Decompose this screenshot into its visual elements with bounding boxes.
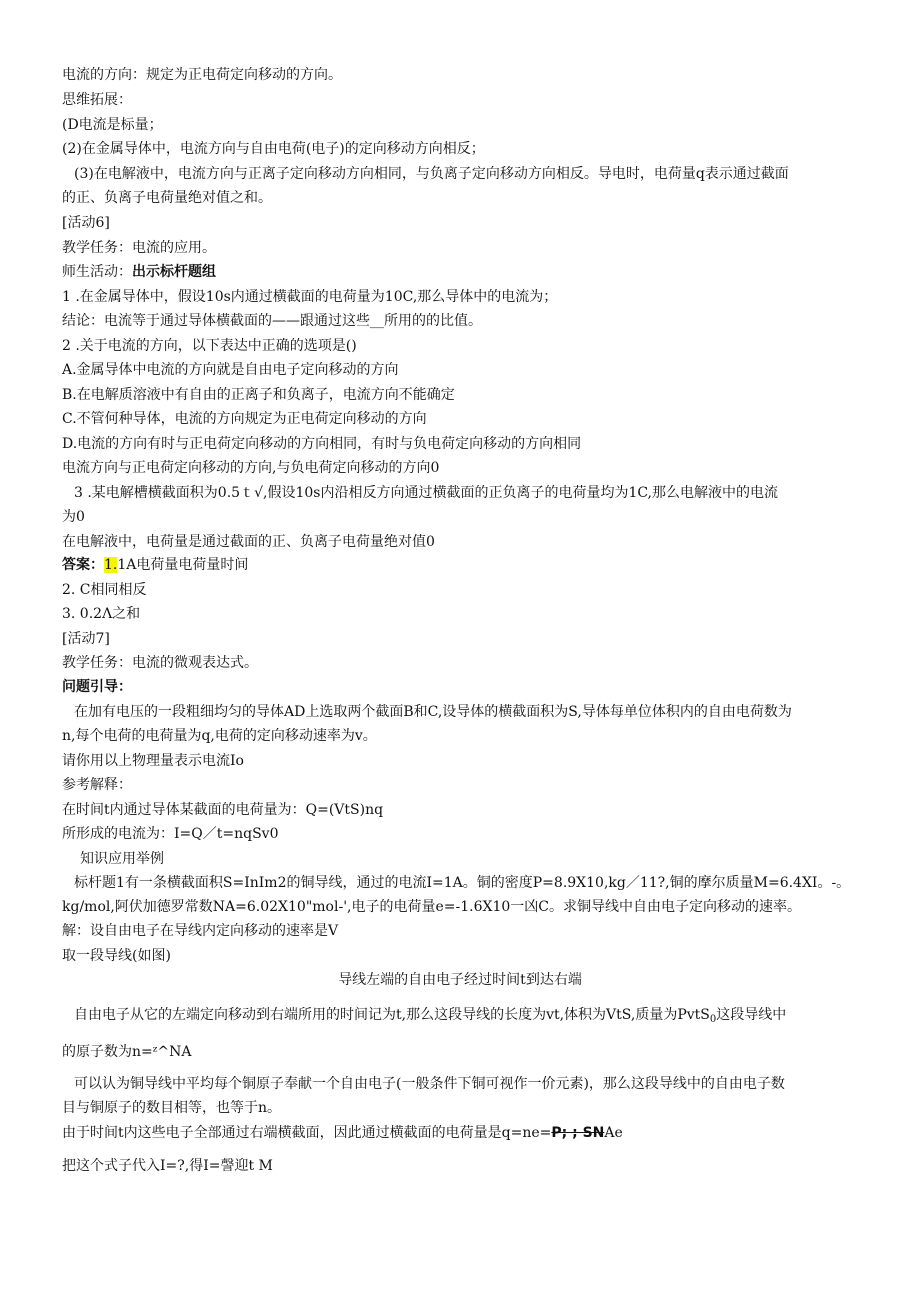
- text-line: (2)在金属导体中，电流方向与自由电荷(电子)的定向移动方向相反；: [62, 141, 485, 157]
- formula-line: [62, 1124, 623, 1142]
- struck-formula: P; ; SN: [551, 1125, 605, 1141]
- subscript: 0: [709, 1014, 717, 1025]
- text-line: 在电解液中，电荷量是通过截面的正、负离子电荷量绝对值0: [62, 534, 435, 550]
- text-part: 这段导线中: [716, 1007, 787, 1023]
- text-part: 自由电子从它的左端定向移动到右端所用的时间记为t,那么这段导线的长度为vt,体积为VtS,质量为PvtS: [74, 1007, 710, 1023]
- text-line: 教学任务：电流的微观表达式。: [62, 655, 258, 671]
- subheading: 知识应用举例: [80, 851, 164, 867]
- answer-line: 3. 0.2Λ之和: [62, 606, 141, 622]
- text-line: 取一段导线(如图): [62, 948, 171, 964]
- text-line: 目与铜原子的数目相等，也等于n。: [62, 1100, 282, 1116]
- option-line: C.不管何种导体，电流的方向规定为正电荷定向移动的方向: [62, 411, 427, 427]
- text-line: 为0: [62, 509, 85, 525]
- text-part: Ae: [604, 1125, 623, 1141]
- option-line: B.在电解质溶液中有自由的正离子和负离子，电流方向不能确定: [62, 387, 455, 403]
- text-part: 由于时间t内这些电子全部通过右端横截面，因此通过横截面的电荷量是q=ne=: [62, 1125, 552, 1141]
- text-line: 参考解释：: [62, 777, 132, 793]
- text-line: 请你用以上物理量表示电流Io: [62, 753, 244, 769]
- option-line: D.电流的方向有时与正电荷定向移动的方向相同，有时与负电荷定向移动的方向相同: [62, 436, 582, 452]
- text-line: (3)在电解液中，电流方向与正离子定向移动方向相同，与负离子定向移动方向相反。导电时，电荷量q表示通过截面: [74, 166, 789, 182]
- question-line: 2 .关于电流的方向，以下表达中正确的选项是(): [62, 338, 357, 354]
- text-line: 思维拓展：: [62, 92, 132, 108]
- formula-line: 在时间t内通过导体某截面的电荷量为：Q=(VtS)nq: [62, 802, 384, 818]
- text-line: [62, 263, 216, 281]
- bold-label: 出示标杆题组: [132, 264, 216, 280]
- text-line: 在加有电压的一段粗细均匀的导体AD上选取两个截面B和C,设导体的横截面积为S,导体每单位体积内的自由电荷数为: [74, 704, 792, 720]
- bold-heading: 问题引导：: [62, 679, 132, 695]
- text-line: 结论：电流等于通过导体横截面的——跟通过这些__所用的的比值。: [62, 313, 482, 329]
- question-line: 3 .某电解槽横截面积为0.5ｔ√,假设10s内沿相反方向通过横截面的正负离子的电荷量均为1C,那么电解液中的电流: [74, 485, 779, 501]
- formula-line: 所形成的电流为：I=Q／t=nqSv0: [62, 826, 279, 842]
- option-line: A.金属导体中电流的方向就是自由电子定向移动的方向: [62, 362, 399, 378]
- formula-line: 把这个式子代入I=?,得I=謦迎t M: [62, 1158, 273, 1174]
- section-heading: [活动6]: [62, 215, 110, 231]
- text-line: 电流方向与正电荷定向移动的方向,与负电荷定向移动的方向0: [62, 460, 440, 476]
- highlighted-text: 1.: [104, 557, 118, 573]
- text-line: [74, 1006, 786, 1029]
- text-line: 的正、负离子电荷量绝对值之和。: [62, 190, 272, 206]
- section-heading: [活动7]: [62, 631, 110, 647]
- text-line: 电流的方向：规定为正电荷定向移动的方向。: [62, 67, 342, 83]
- text-line: 标杆题1有一条横截面积S=InIm2的铜导线，通过的电流I=1A。铜的密度P=8.9X10,kg／11?,铜的摩尔质量M=6.4XI。-。: [74, 875, 851, 891]
- centered-caption: 导线左端的自由电子经过时间t到达右端: [338, 972, 582, 988]
- answer-line: [62, 556, 248, 574]
- answer-text: 1A电荷量电荷量时间: [117, 557, 249, 573]
- question-line: 1 .在金属导体中，假设10s内通过横截面的电荷量为10C,那么导体中的电流为；: [62, 289, 558, 305]
- text-line: 可以认为铜导线中平均每个铜原子奉献一个自由电子(一般条件下铜可视作一价元素)，那么这段导线中的自由电子数: [74, 1076, 785, 1092]
- formula-line: 的原子数为n=ᶻ^NA: [62, 1044, 192, 1060]
- text-line: n,每个电荷的电荷量为q,电荷的定向移动速率为v。: [62, 728, 377, 744]
- text-line: kg/mol,阿伏加德罗常数NA=6.02X10"mol-',电子的电荷量e=-1.6X10一凶C。求铜导线中自由电子定向移动的速率。: [62, 899, 801, 915]
- text-line: 解：设自由电子在导线内定向移动的速率是V: [62, 923, 339, 939]
- label: 师生活动：: [62, 264, 132, 280]
- text-line: 教学任务：电流的应用。: [62, 240, 216, 256]
- answer-label: 答案：: [62, 557, 104, 573]
- text-line: (D电流是标量；: [62, 117, 163, 133]
- answer-line: 2. C相同相反: [62, 582, 147, 598]
